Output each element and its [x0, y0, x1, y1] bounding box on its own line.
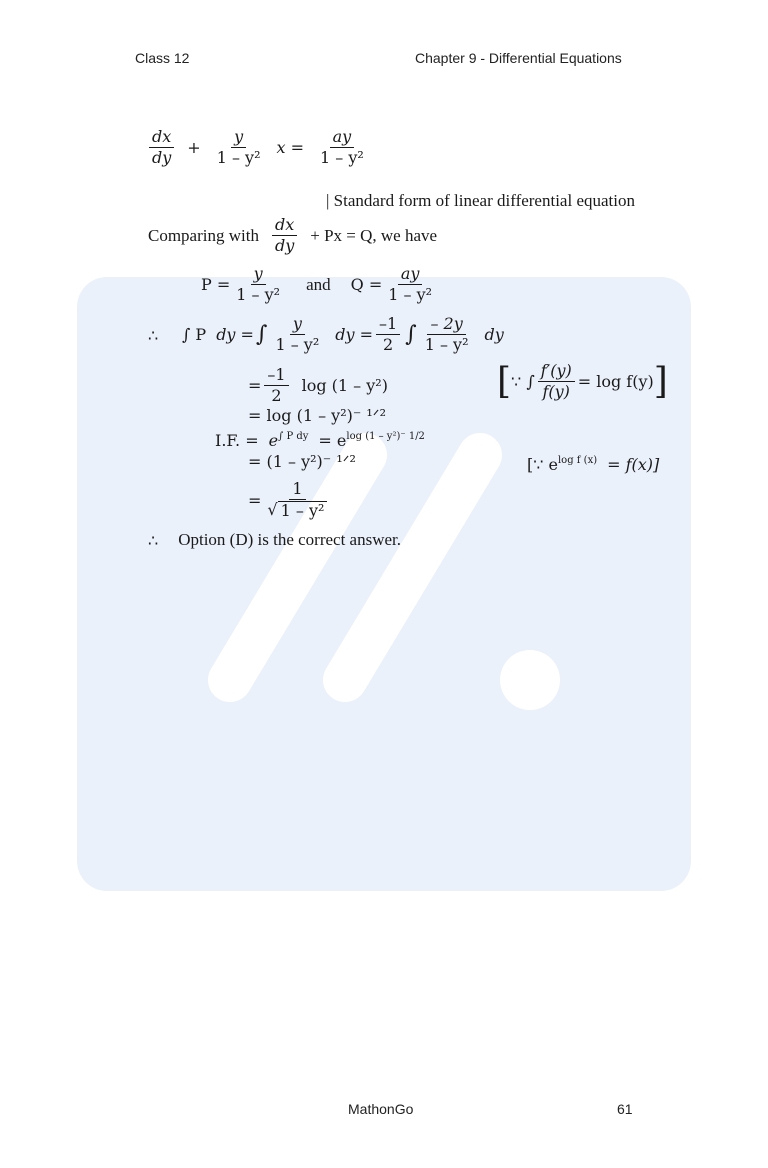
header-chapter: Chapter 9 - Differential Equations	[415, 50, 622, 66]
integral-p-dy: ∫ P dy = ∫ $\frac{y}{\text{1 – y²}}$ dy = $\frac{-1}{2}$ ∫ $\frac{- 2y}{\text{1 – y²}}$ dy	[182, 314, 504, 354]
header-class: Class 12	[135, 50, 190, 66]
footer-brand: MathonGo	[348, 1101, 414, 1117]
footer-page-number: 61	[617, 1101, 633, 1117]
step-power-form: = (1 – y²)⁻ ¹ᐟ²	[248, 452, 356, 471]
therefore-symbol-1: ∴	[148, 326, 159, 345]
hint-exp-log: [∵ e $^{log f (x)}$ = f(x)]	[527, 455, 660, 474]
integrating-factor: I.F. = e $^{\int P dy}$ = e $^{log (1 - y^2)^- 1/2}$	[215, 431, 425, 450]
hint-log-derivative: [ ∵ ∫ $\frac{f'(y)}{f(y)}$ = log f(y) ]	[497, 360, 668, 402]
note-standard-form: | Standard form of linear differential equation	[326, 191, 635, 210]
comparing-line: Comparing with $\frac{dx}{dy}$ + Px = Q, we have	[148, 215, 438, 255]
p-q-definitions: P = $\frac{y}{\text{1 – y²}}$ and Q = $\frac{ay}{\text{1 – y²}}$	[201, 264, 433, 304]
step-log-power: = log (1 – y²)⁻ ¹ᐟ²	[248, 406, 386, 425]
step-final-fraction: = 1 √ 1 – y²	[248, 480, 333, 520]
step-log-half: = $\frac{-1}{2}$ log (1 – y²)	[248, 365, 388, 405]
equation-standard-form: $\frac{dx}{dy}$ + $\frac{y}{\text{1 – y²}}$ x = $\frac{ay}{\text{1 – y²}}$	[146, 128, 370, 167]
conclusion: ∴ Option (D) is the correct answer.	[148, 530, 402, 550]
